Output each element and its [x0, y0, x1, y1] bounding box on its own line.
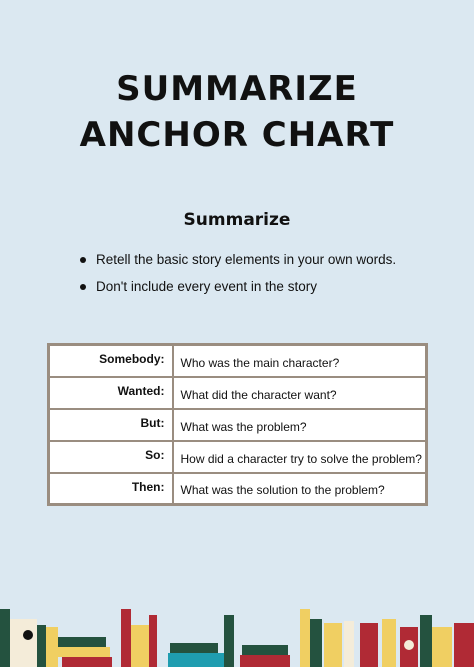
page-title — [0, 66, 474, 158]
table-row — [49, 473, 427, 505]
book-spine — [382, 619, 396, 667]
bullet-item: Don't include every event in the story — [78, 277, 396, 304]
book-spine — [360, 623, 378, 667]
book-flat — [58, 637, 106, 647]
bullet-item: Retell the basic story elements in your own words. — [78, 250, 396, 277]
book-spine — [10, 619, 37, 667]
row-prompt: Who was the main character? — [173, 345, 427, 377]
book-flat — [168, 653, 224, 667]
section-heading: Summarize — [183, 210, 291, 230]
book-flat — [62, 657, 112, 667]
book-spine — [121, 609, 131, 667]
book-spine — [0, 609, 10, 667]
book-flat — [242, 645, 288, 655]
table-row — [49, 377, 427, 409]
book-spine — [432, 627, 452, 667]
row-prompt: How did a character try to solve the problem? — [173, 441, 427, 473]
table-row — [49, 345, 427, 377]
book-flat — [240, 655, 290, 667]
bullet-list — [78, 250, 396, 304]
book-spine — [454, 623, 474, 667]
book-spine — [310, 619, 322, 667]
book-spine — [324, 623, 342, 667]
row-prompt: What was the problem? — [173, 409, 427, 441]
book-spine — [224, 615, 234, 667]
page-title-line-2: ANCHOR CHART — [79, 115, 395, 155]
page-title-line-1: SUMMARIZE — [116, 69, 358, 109]
book-spine — [300, 609, 310, 667]
book-spine — [46, 627, 58, 667]
book-spine — [420, 615, 432, 667]
row-prompt: What was the solution to the problem? — [173, 473, 427, 505]
table-row — [49, 441, 427, 473]
book-flat — [170, 643, 218, 653]
book-flat — [58, 647, 110, 657]
row-label: Wanted: — [49, 377, 173, 409]
book-spine — [149, 615, 157, 667]
table-row — [49, 409, 427, 441]
row-label: Then: — [49, 473, 173, 505]
book-spine — [344, 621, 354, 667]
row-label: But: — [49, 409, 173, 441]
book-dot — [404, 640, 414, 650]
row-prompt: What did the character want? — [173, 377, 427, 409]
row-label: So: — [49, 441, 173, 473]
book-spine — [37, 625, 46, 667]
row-label: Somebody: — [49, 345, 173, 377]
book-shelf-illustration — [0, 605, 474, 667]
book-dot — [23, 630, 33, 640]
summary-table — [47, 343, 428, 506]
book-spine — [131, 625, 149, 667]
